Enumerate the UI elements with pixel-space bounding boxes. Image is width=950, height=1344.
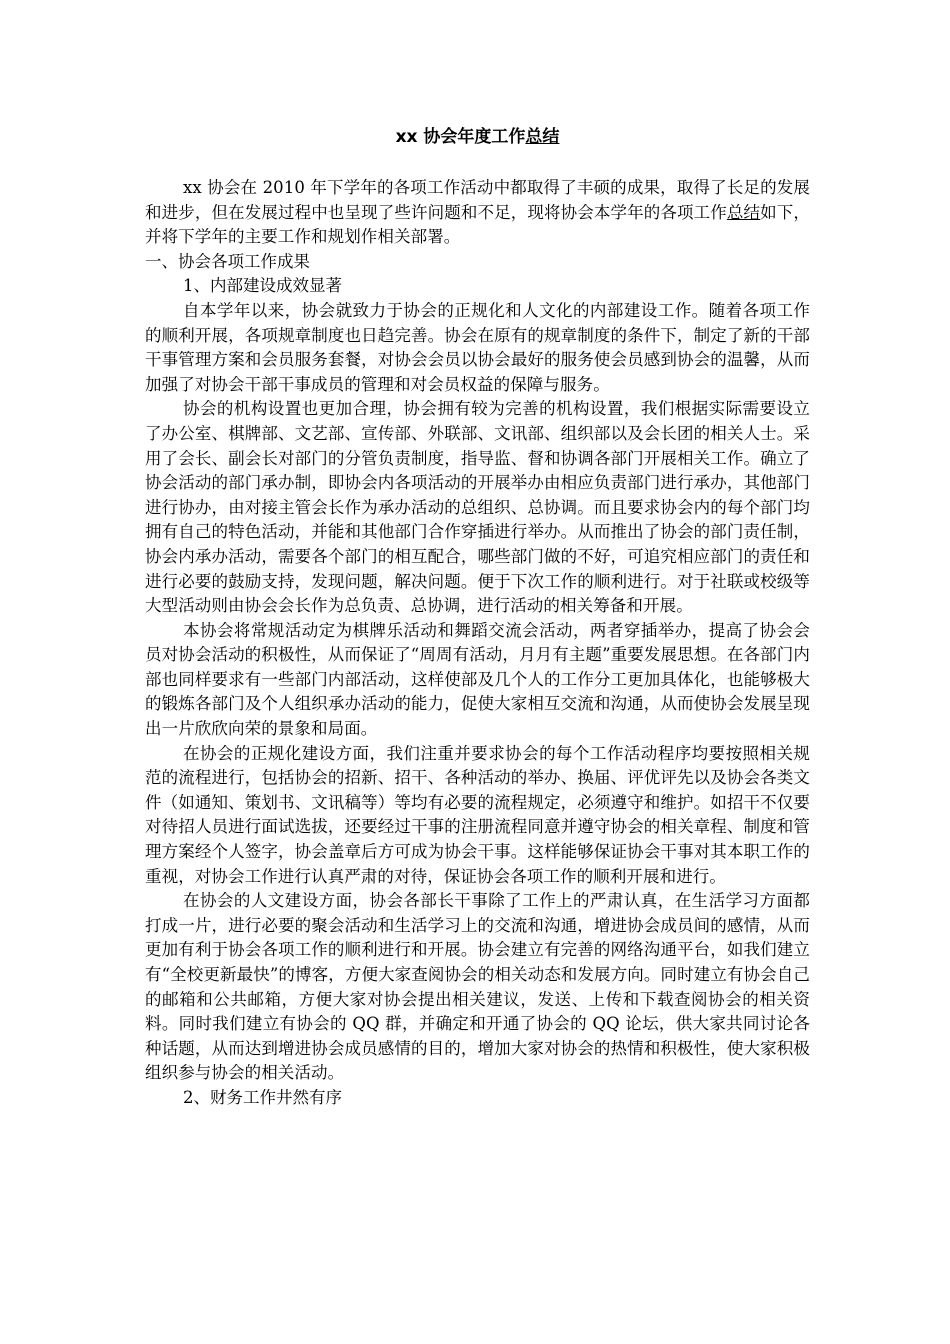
intro-text-part1: xx 协会在 2010 年下学年的各项工作活动中都取得了丰硕的成果，取得了长足的发展和进步，但在发展过程中也呈现了些许问题和不足，现将协会本学年的各项工作 xyxy=(145,178,810,222)
title-underlined-word: 总结 xyxy=(525,127,560,147)
intro-underlined-word: 总结 xyxy=(726,202,761,222)
paragraph-internal-construction: 自本学年以来，协会就致力于协会的正规化和人文化的内部建设工作。随着各项工作的顺利开展，各项规章制度也日趋完善。协会在原有的规章制度的条件下，制定了新的干部干事管理方案和会员服务套餐，对协会会员以协会最好的服务使会员感到协会的温馨，从而加强了对协会干部干事成员的管理和对会员权益的保障与服务。 xyxy=(145,300,810,394)
document-body xyxy=(145,120,810,1111)
paragraph-organization-structure: 协会的机构设置也更加合理，协会拥有较为完善的机构设置，我们根据实际需要设立了办公室、棋牌部、文艺部、宣传部、外联部、文讯部、组织部以及会长团的相关人士。采用了会长、副会长对部门的分管负责制度，指导监、督和协调各部门开展相关工作。确立了协会活动的部门承办制，即协会内各项活动的开展举办由相应负责部门进行承办，其他部门进行协办，由对接主管会长作为承办活动的总组织、总协调。而且要求协会内的每个部门均拥有自己的特色活动，并能和其他部门合作穿插进行举办。从而推出了协会的部门责任制，协会内承办活动，需要各个部门的相互配合，哪些部门做的不好，可追究相应部门的责任和进行必要的鼓励支持，发现问题，解决问题。便于下次工作的顺利进行。对于社联或校级等大型活动则由协会会长作为总负责、总协调，进行活动的相关筹备和开展。 xyxy=(145,399,810,616)
intro-text-part2: 如下，并将下学年的主要工作和规划作相关部署。 xyxy=(145,202,811,247)
title-prefix: xx 协会年度工作 xyxy=(395,127,526,147)
subsection-2-heading: 2、财务工作井然有序 xyxy=(183,1087,342,1107)
paragraph-regular-activities: 本协会将常规活动定为棋牌乐活动和舞蹈交流会活动，两者穿插举办，提高了协会会员对协会活动的积极性，从而保证了“周周有活动，月月有主题”重要发展思想。在各部门内部也同样要求有一些部门内部活动，这样使部及几个人的工作分工更加具体化，也能够极大的锻炼各部门及个人组织承办活动的能力，促使大家相互交流和沟通，从而使协会发展呈现出一片欣欣向荣的景象和局面。 xyxy=(145,620,810,739)
subsection-1-heading: 1、内部建设成效显著 xyxy=(183,276,342,296)
document-title xyxy=(145,124,810,150)
paragraph-standardization: 在协会的正规化建设方面，我们注重并要求协会的每个工作活动程序均要按照相关规范的流程进行，包括协会的招新、招干、各种活动的举办、换届、评优评先以及协会各类文件（如通知、策划书、文讯稿等）等均有必要的流程规定，必须遵守和维护。如招干不仅要对待招人员进行面试选拔，还要经过干事的注册流程同意并遵守协会的相关章程、制度和管理方案经个人签字，协会盖章后方可成为协会干事。这样能够保证协会干事对其本职工作的重视，对协会工作进行认真严肃的对待，保证协会各项工作的顺利开展和进行。 xyxy=(145,743,810,886)
intro-paragraph xyxy=(145,176,810,250)
section-1-heading: 一、协会各项工作成果 xyxy=(145,251,310,271)
paragraph-humanistic-construction: 在协会的人文建设方面，协会各部长干事除了工作上的严肃认真，在生活学习方面都打成一片，进行必要的聚会活动和生活学习上的交流和沟通，增进协会成员间的感情，从而更加有利于协会各项工作的顺利进行和开展。协会建立有完善的网络沟通平台，如我们建立有“全校更新最快”的博客，方便大家查阅协会的相关动态和发展方向。同时建立有协会自己的邮箱和公共邮箱，方便大家对协会提出相关建议，发送、上传和下载查阅协会的相关资料。同时我们建立有协会的 QQ 群，并确定和开通了协会的 QQ 论坛，供大家共同讨论各种话题，从而达到增进协会成员感情的目的，增加大家对协会的热情和积极性，使大家积极组织参与协会的相关活动。 xyxy=(145,891,810,1083)
